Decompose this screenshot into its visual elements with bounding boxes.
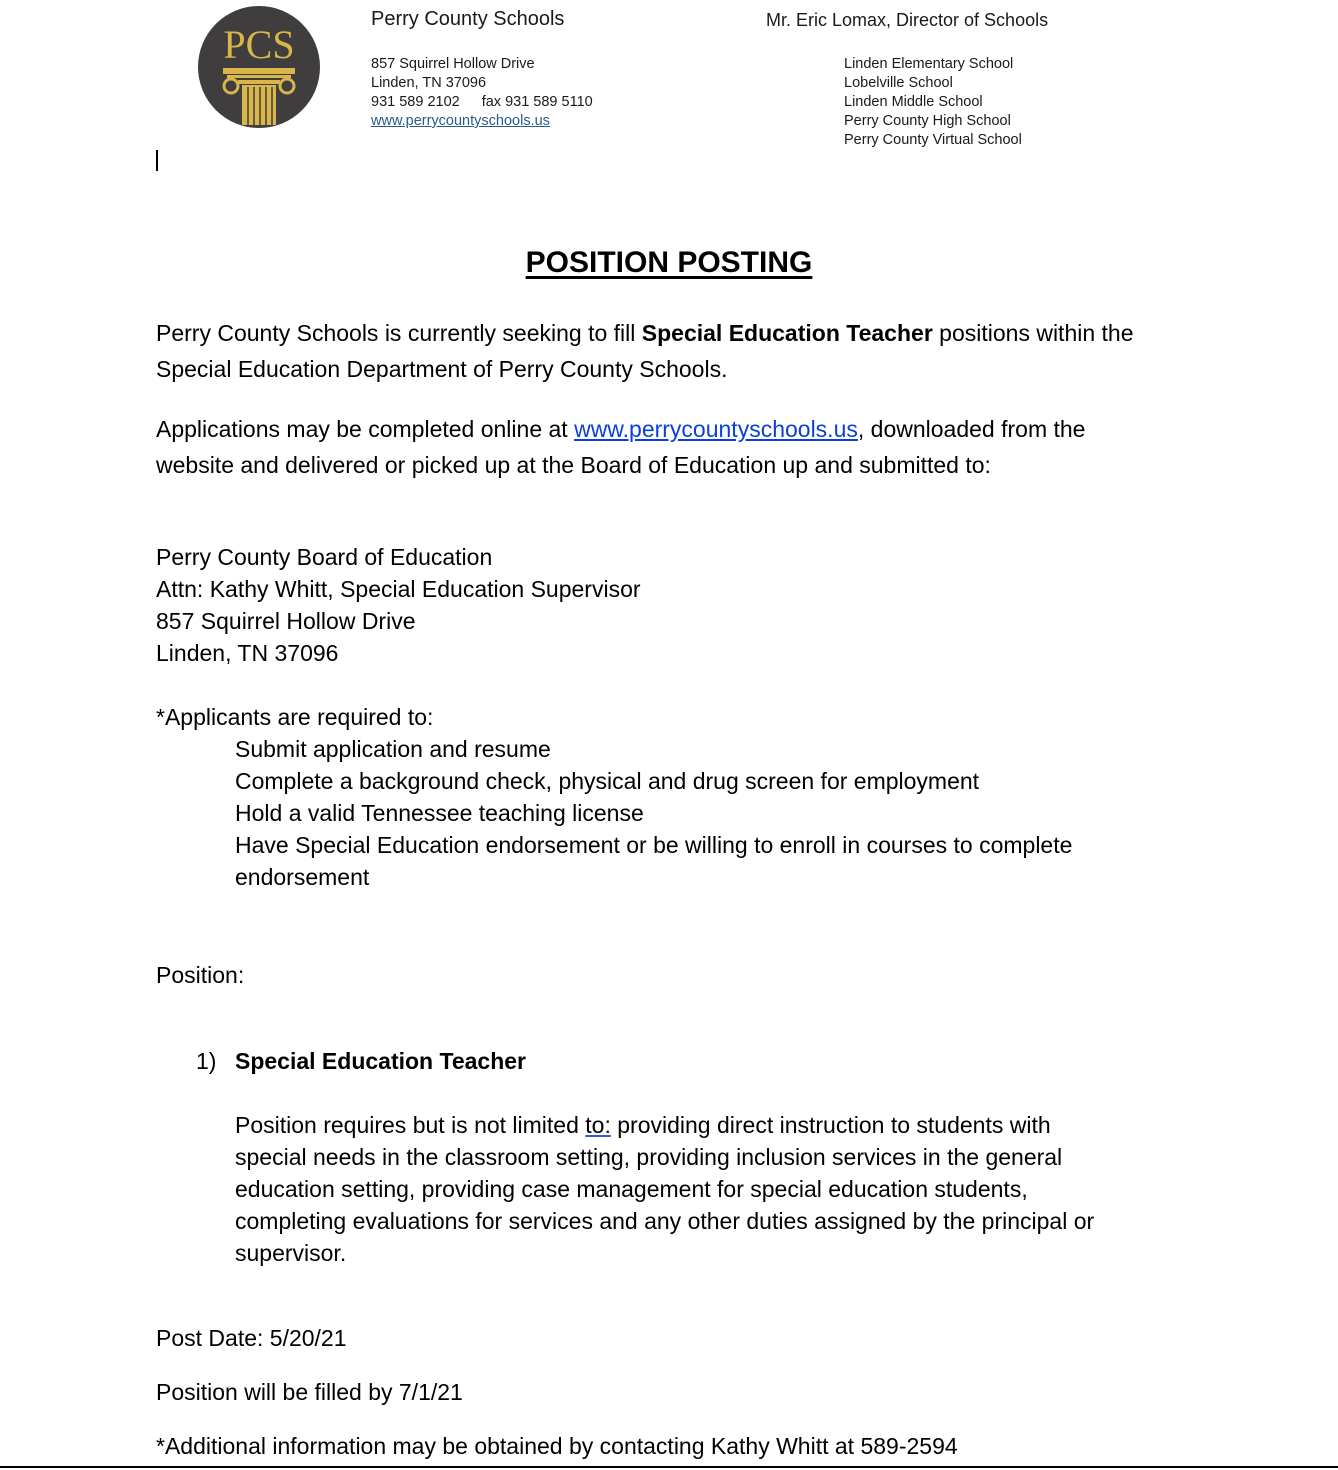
submit-address <box>156 541 641 669</box>
applications-website-link[interactable]: www.perrycountyschools.us <box>574 416 858 442</box>
page-title-text: POSITION POSTING <box>525 246 813 279</box>
school-list <box>844 55 1022 150</box>
school-item: Linden Middle School <box>844 94 983 110</box>
requirement-item: Complete a background check, physical and drug screen for employment <box>235 768 980 794</box>
address-line: Linden, TN 37096 <box>156 640 339 666</box>
phone-fax <box>371 93 593 112</box>
post-date: Post Date: 5/20/21 <box>156 1325 347 1351</box>
fax: fax 931 589 5110 <box>481 94 593 110</box>
intro-text-after: positions within the <box>932 320 1134 346</box>
position-number: 1) <box>196 1048 217 1074</box>
desc-line: supervisor. <box>235 1240 347 1266</box>
fill-by-date: Position will be filled by 7/1/21 <box>156 1379 463 1405</box>
school-item: Linden Elementary School <box>844 56 1014 72</box>
contact-block <box>371 55 593 131</box>
intro-bold: Special Education Teacher <box>641 320 933 346</box>
text-cursor <box>156 150 158 171</box>
requirements-heading: *Applicants are required to: <box>156 704 434 730</box>
header-website-link[interactable]: www.perrycountyschools.us <box>371 113 550 129</box>
school-item: Perry County High School <box>844 113 1011 129</box>
intro-text: Perry County Schools is currently seeking to fill <box>156 320 642 346</box>
requirement-item: Hold a valid Tennessee teaching license <box>235 800 644 826</box>
school-item: Lobelville School <box>844 75 953 91</box>
address-line: Perry County Board of Education <box>156 544 493 570</box>
school-item: Perry County Virtual School <box>844 132 1022 148</box>
desc-to: to: <box>585 1112 611 1138</box>
page-title <box>0 246 1338 280</box>
desc-text-rest: providing direct instruction to students with <box>610 1112 1051 1138</box>
desc-text: Position requires but is not limited <box>235 1112 586 1138</box>
address-line-2: Linden, TN 37096 <box>371 75 487 91</box>
director-name: Mr. Eric Lomax, Director of Schools <box>766 10 1049 30</box>
requirement-item: Submit application and resume <box>235 736 551 762</box>
phone: 931 589 2102 <box>371 94 460 110</box>
position-description <box>235 1109 1094 1269</box>
address-line: 857 Squirrel Hollow Drive <box>156 608 416 634</box>
address-line: Attn: Kathy Whitt, Special Education Supervisor <box>156 576 641 602</box>
pcs-logo <box>197 5 321 129</box>
org-name: Perry County Schools <box>371 8 565 30</box>
address-line-1: 857 Squirrel Hollow Drive <box>371 56 535 72</box>
additional-info: *Additional information may be obtained by contacting Kathy Whitt at 589-2594 <box>156 1433 958 1459</box>
applications-paragraph <box>156 411 1085 483</box>
page-bottom-rule <box>0 1466 1338 1468</box>
applications-line-2: website and delivered or picked up at the Board of Education up and submitted to: <box>156 452 991 478</box>
requirement-item: endorsement <box>235 864 370 890</box>
position-label: Position: <box>156 962 245 988</box>
intro-line-2: Special Education Department of Perry County Schools. <box>156 356 728 382</box>
logo-text: PCS <box>223 22 295 67</box>
desc-line: education setting, providing case management for special education students, <box>235 1176 1028 1202</box>
requirements <box>156 701 1072 893</box>
desc-line: special needs in the classroom setting, providing inclusion services in the general <box>235 1144 1063 1170</box>
applications-text: Applications may be completed online at <box>156 416 575 442</box>
desc-line: completing evaluations for services and any other duties assigned by the principal or <box>235 1208 1095 1234</box>
intro-paragraph <box>156 315 1134 387</box>
applications-text-after: , downloaded from the <box>857 416 1086 442</box>
requirement-item: Have Special Education endorsement or be willing to enroll in courses to complete <box>235 832 1073 858</box>
position-title: Special Education Teacher <box>235 1048 527 1074</box>
